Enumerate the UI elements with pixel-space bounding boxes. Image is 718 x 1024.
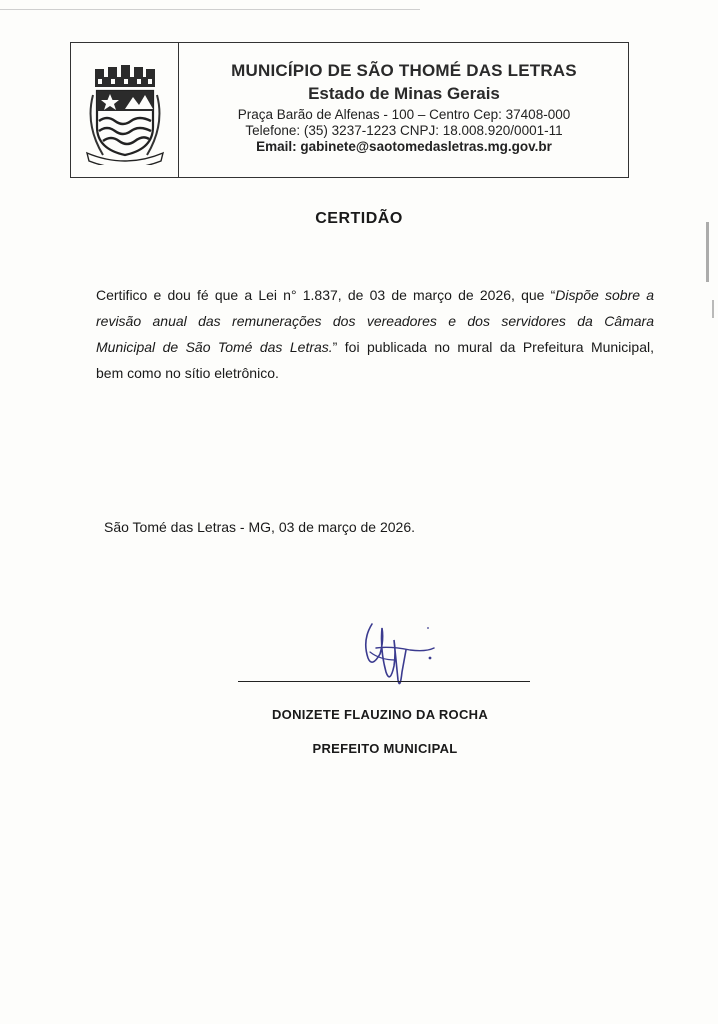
body-line-1 [96,282,654,308]
body-line-1-text: Certifico e dou fé que a Lei n° 1.837, de 03 de março de 2026, que “ [96,287,556,303]
document-title: CERTIDÃO [315,210,403,227]
scan-artifact-right [706,222,709,282]
address-line: Praça Barão de Alfenas - 100 – Centro Cep: 37408-000 [237,107,571,122]
letterhead [70,42,629,178]
state-name: Estado de Minas Gerais [308,84,500,103]
signer-role: PREFEITO MUNICIPAL [312,741,458,756]
municipality-name: MUNICÍPIO DE SÃO THOMÉ DAS LETRAS [231,61,577,80]
scan-artifact-top [0,9,420,10]
phone-cnpj-line: Telefone: (35) 3237-1223 CNPJ: 18.008.920/0001-11 [245,123,563,138]
law-subject-start: Dispõe sobre a [555,287,654,303]
handwritten-signature [350,610,450,695]
signature-line [238,681,530,682]
law-subject-end: Municipal de São Tomé das Letras. [96,339,333,355]
body-line-3-text: ” foi publicada no mural da Prefeitura Municipal, [332,339,654,355]
scan-artifact-right-small [712,300,714,318]
certificate-body [96,282,654,386]
body-line-3 [96,334,654,360]
email-line: Email: gabinete@saotomedasletras.mg.gov.br [256,139,552,154]
municipal-crest-icon [83,65,167,165]
body-line-4: bem como no sítio eletrônico. [96,365,279,381]
body-line-2 [96,308,654,334]
date-place: São Tomé das Letras - MG, 03 de março de 2026. [104,519,416,535]
signer-name: DONIZETE FLAUZINO DA ROCHA [271,707,489,722]
law-subject-middle: revisão anual das remunerações dos vereadores e dos servidores da Câmara [96,313,654,329]
crest-cell [71,43,179,177]
letterhead-text [178,43,630,154]
